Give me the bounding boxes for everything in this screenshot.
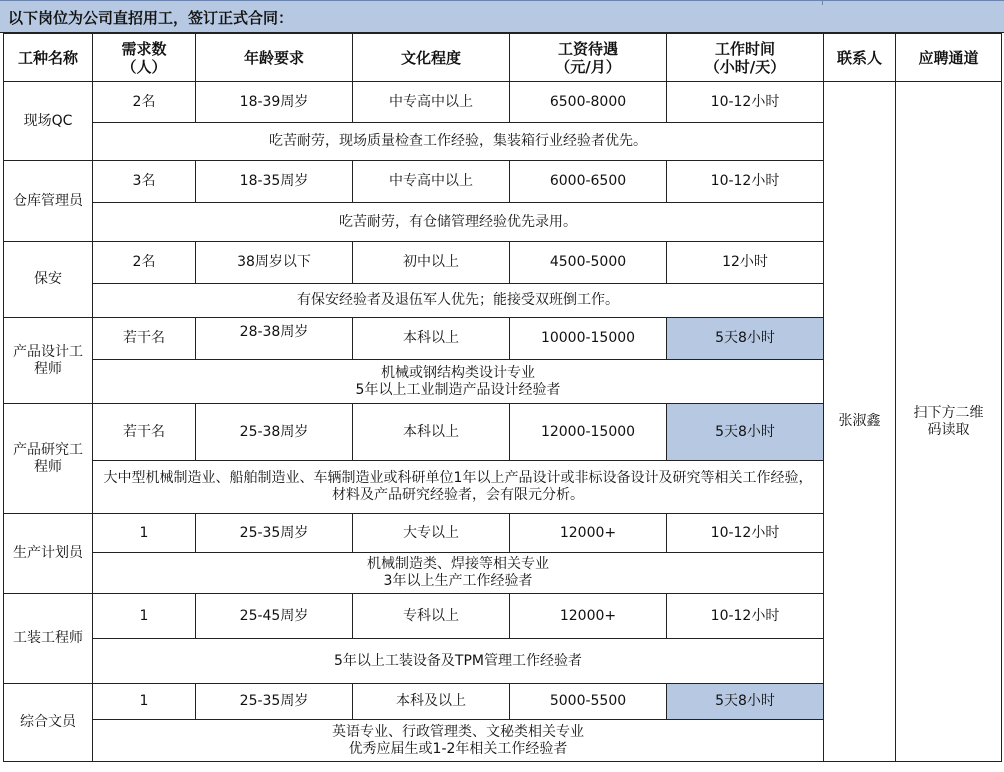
job-desc — [93, 461, 824, 514]
job-salary: 6500-8000 — [510, 82, 667, 123]
header-channel: 应聘通道 — [896, 34, 1002, 82]
job-age: 25-35周岁 — [196, 514, 353, 553]
job-age: 18-35周岁 — [196, 161, 353, 203]
job-salary: 12000+ — [510, 514, 667, 553]
job-age: 25-35周岁 — [196, 684, 353, 720]
job-hours-highlight: 5天8小时 — [667, 404, 824, 461]
job-hours: 10-12小时 — [667, 514, 824, 553]
job-age: 25-38周岁 — [196, 404, 353, 461]
job-desc: 英语专业、行政管理类、文秘类相关专业 优秀应届生或1-2年相关工作经验者 — [93, 720, 824, 762]
job-edu: 中专高中以上 — [353, 82, 510, 123]
job-count: 若干名 — [93, 404, 196, 461]
job-desc: 吃苦耐劳，现场质量检查工作经验，集装箱行业经验者优先。 — [93, 123, 824, 161]
job-name-text: 产品研究工程师 — [13, 441, 83, 475]
job-edu: 大专以上 — [353, 514, 510, 553]
header-job: 工种名称 — [4, 34, 93, 82]
job-salary: 4500-5000 — [510, 242, 667, 284]
job-name: 生产计划员 — [4, 514, 93, 594]
job-desc: 机械或钢结构类设计专业 5年以上工业制造产品设计经验者 — [93, 360, 824, 404]
job-count: 2名 — [93, 242, 196, 284]
job-name: 保安 — [4, 242, 93, 318]
banner-divider — [822, 1, 823, 5]
job-edu: 初中以上 — [353, 242, 510, 284]
apply-channel — [896, 82, 1002, 762]
banner-title: 以下岗位为公司直招用工，签订正式合同： — [8, 9, 294, 27]
job-age: 25-45周岁 — [196, 594, 353, 639]
job-salary: 5000-5500 — [510, 684, 667, 720]
banner — [0, 0, 1004, 33]
job-hours: 10-12小时 — [667, 594, 824, 639]
job-count: 2名 — [93, 82, 196, 123]
job-desc: 5年以上工装设备及TPM管理工作经验者 — [93, 639, 824, 684]
job-name — [4, 404, 93, 514]
job-hours-highlight: 5天8小时 — [667, 684, 824, 720]
table-row — [4, 82, 1002, 123]
job-salary: 12000+ — [510, 594, 667, 639]
job-count: 若干名 — [93, 318, 196, 360]
job-hours-highlight: 5天8小时 — [667, 318, 824, 360]
job-edu: 本科以上 — [353, 318, 510, 360]
job-salary: 10000-15000 — [510, 318, 667, 360]
job-edu: 中专高中以上 — [353, 161, 510, 203]
header-hours: 工作时间 （小时/天） — [667, 34, 824, 82]
job-desc-text: 大中型机械制造业、船舶制造业、车辆制造业或科研单位1年以上产品设计或非标设备设计及研究等相关工作经验，材料及产品研究经验者，会有限元分析。 — [103, 470, 813, 503]
job-name: 仓库管理员 — [4, 161, 93, 242]
job-salary: 6000-6500 — [510, 161, 667, 203]
job-desc: 有保安经验者及退伍军人优先；能接受双班倒工作。 — [93, 284, 824, 318]
job-name — [4, 318, 93, 404]
contact-person: 张淑鑫 — [824, 82, 896, 762]
job-count: 1 — [93, 684, 196, 720]
job-count: 1 — [93, 594, 196, 639]
apply-channel-text: 扫下方二维码读取 — [913, 404, 984, 438]
job-edu: 本科及以上 — [353, 684, 510, 720]
job-salary: 12000-15000 — [510, 404, 667, 461]
job-count: 3名 — [93, 161, 196, 203]
header-count: 需求数 （人） — [93, 34, 196, 82]
job-name: 工装工程师 — [4, 594, 93, 684]
job-desc: 吃苦耐劳，有仓储管理经验优先录用。 — [93, 203, 824, 242]
job-age: 28-38周岁 — [196, 318, 353, 360]
job-count: 1 — [93, 514, 196, 553]
header-age: 年龄要求 — [196, 34, 353, 82]
job-name: 综合文员 — [4, 684, 93, 762]
header-edu: 文化程度 — [353, 34, 510, 82]
job-desc: 机械制造类、焊接等相关专业 3年以上生产工作经验者 — [93, 553, 824, 594]
header-contact: 联系人 — [824, 34, 896, 82]
header-salary: 工资待遇 （元/月） — [510, 34, 667, 82]
job-hours: 10-12小时 — [667, 161, 824, 203]
header-row — [4, 34, 1002, 82]
job-edu: 本科以上 — [353, 404, 510, 461]
job-age: 38周岁以下 — [196, 242, 353, 284]
job-hours: 10-12小时 — [667, 82, 824, 123]
job-age: 18-39周岁 — [196, 82, 353, 123]
jobs-table — [3, 33, 1002, 762]
job-name-text: 产品设计工程师 — [13, 343, 83, 377]
job-edu: 专科以上 — [353, 594, 510, 639]
job-hours: 12小时 — [667, 242, 824, 284]
job-name: 现场QC — [4, 82, 93, 161]
